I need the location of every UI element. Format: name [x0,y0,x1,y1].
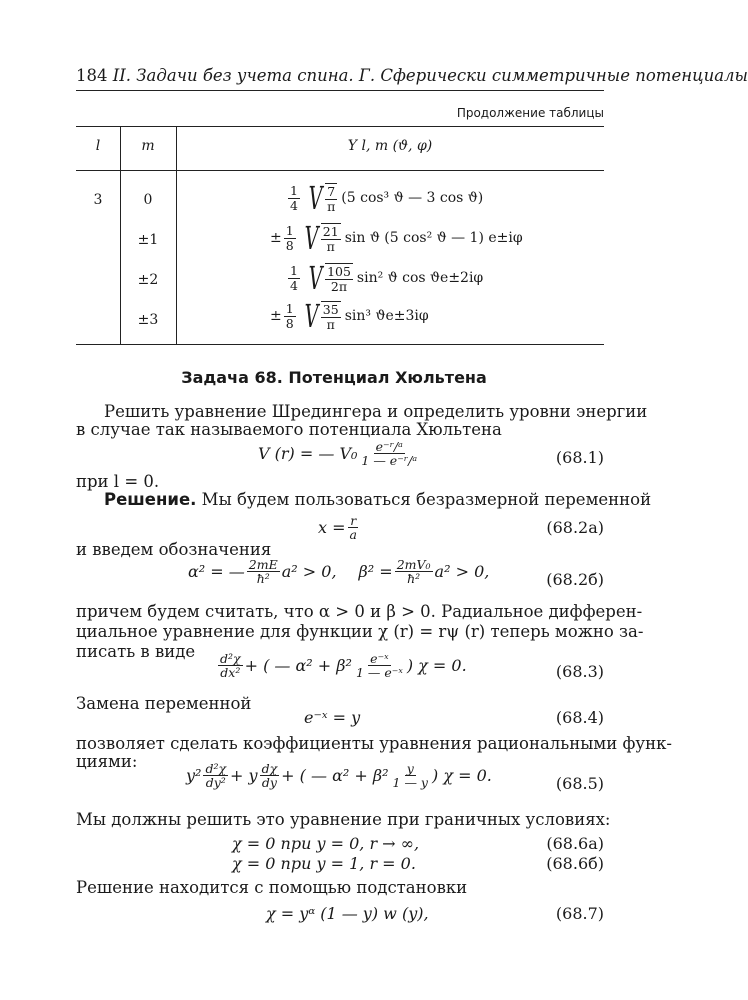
equation-label: (68.2а) [546,518,604,537]
paragraph-line: при l = 0. [76,472,160,491]
equation-label: (68.3) [555,662,604,681]
table-header-rule [76,170,604,171]
column-header-m: m [141,138,155,154]
paragraph-line: писать в виде [76,642,196,661]
equation-68-7: χ = yᵅ (1 — y) w (y), [266,904,429,923]
solution-label: Решение. [104,490,197,509]
cell-l: 3 [93,192,103,208]
cell-ylm: ± $\frac{1}{8}$ V $\frac{21}{\pi}$ sin ϑ (5 cos² ϑ — 1) e±iφ [270,219,523,257]
equation-68-5: y² $\frac{\text{d²χ}}{\text{dy²}}$ + y $\frac{d\chi}{dy}$ + ( — α² + β² $\frac{y}{1 — y}$ ) χ = 0. [186,761,492,791]
column-header-ylm: Y l, m (ϑ, φ) [347,138,433,154]
paragraph-line: позволяет сделать коэффициенты уравнения рациональными функ- [76,734,672,753]
equation-label: (68.2б) [546,570,604,589]
cell-m: ±1 [137,232,159,248]
page-number: 184 [76,66,108,85]
running-title: II. Задачи без учета спина. Г. Сферически симметричные потенциалы [112,66,748,85]
equation-68-2b: α² = — $\frac{2mE}{\text{ħ²}}$ a² > 0, β² = $\frac{\text{2mV₀}}{\text{ħ²}}$ a² > 0, [188,557,490,587]
table-top-rule [76,126,604,127]
equation-68-4: e⁻ˣ = y [304,708,361,727]
table-bottom-rule [76,344,604,345]
equation-68-6a: χ = 0 при y = 0, r → ∞, [232,834,420,853]
paragraph-line: Мы должны решить это уравнение при граничных условиях: [76,810,611,829]
equation-68-3: $\frac{\text{d²χ}}{\text{dx²}}$ + ( — α² + β² $\frac{\text{e⁻ˣ}}{\text{1 — e⁻ˣ}}$ ) χ = 0. [220,651,467,681]
table-col-divider-2 [176,126,177,344]
cell-ylm: ± $\frac{1}{8}$ V $\frac{35}{\pi}$ sin³ ϑe±3iφ [270,297,429,335]
equation-label: (68.5) [555,774,604,793]
cell-m: ±3 [137,312,159,328]
problem-title: Задача 68. Потенциал Хюльтена [181,368,487,387]
equation-68-2a: x = $\frac{r}{a}$ [318,513,357,543]
column-header-l: l [95,138,101,154]
header-rule [76,90,604,91]
cell-ylm: $\frac{1}{4}$ V $\frac{105}{2\pi}$ sin² ϑ cos ϑe±2iφ [290,259,484,297]
paragraph-line: циальное уравнение для функции χ (r) = rψ (r) теперь можно за- [76,622,644,641]
equation-68-1: V (r) = — V₀ $\frac{\text{e⁻ʳ/ᵃ}}{\text{1 — e⁻ʳ/ᵃ}}$ [258,439,418,469]
equation-label: (68.7) [555,904,604,923]
paragraph-line: циями: [76,752,138,771]
paragraph-line: причем будем считать, что α > 0 и β > 0. Радиальное дифферен- [76,602,643,621]
cell-m: ±2 [137,272,159,288]
paragraph-line: Решение. Мы будем пользоваться безразмерной переменной [104,490,652,509]
equation-label: (68.6б) [546,854,604,873]
equation-label: (68.6а) [546,834,604,853]
equation-label: (68.1) [555,448,604,467]
paragraph-line: и введем обозначения [76,540,272,559]
paragraph-line: Замена переменной [76,694,252,713]
cell-m: 0 [143,192,153,208]
continuation-label: Продолжение таблицы [456,106,604,120]
paragraph-line: Решить уравнение Шредингера и определить уровни энергии [104,402,648,421]
cell-ylm: $\frac{1}{4}$ V $\frac{7}{\pi}$ (5 cos³ ϑ — 3 cos ϑ) [290,179,484,217]
equation-68-6b: χ = 0 при y = 1, r = 0. [232,854,416,873]
running-header [76,66,748,85]
equation-label: (68.4) [555,708,604,727]
paragraph-line: в случае так называемого потенциала Хюльтена [76,420,502,439]
paragraph-line: Решение находится с помощью подстановки [76,878,468,897]
